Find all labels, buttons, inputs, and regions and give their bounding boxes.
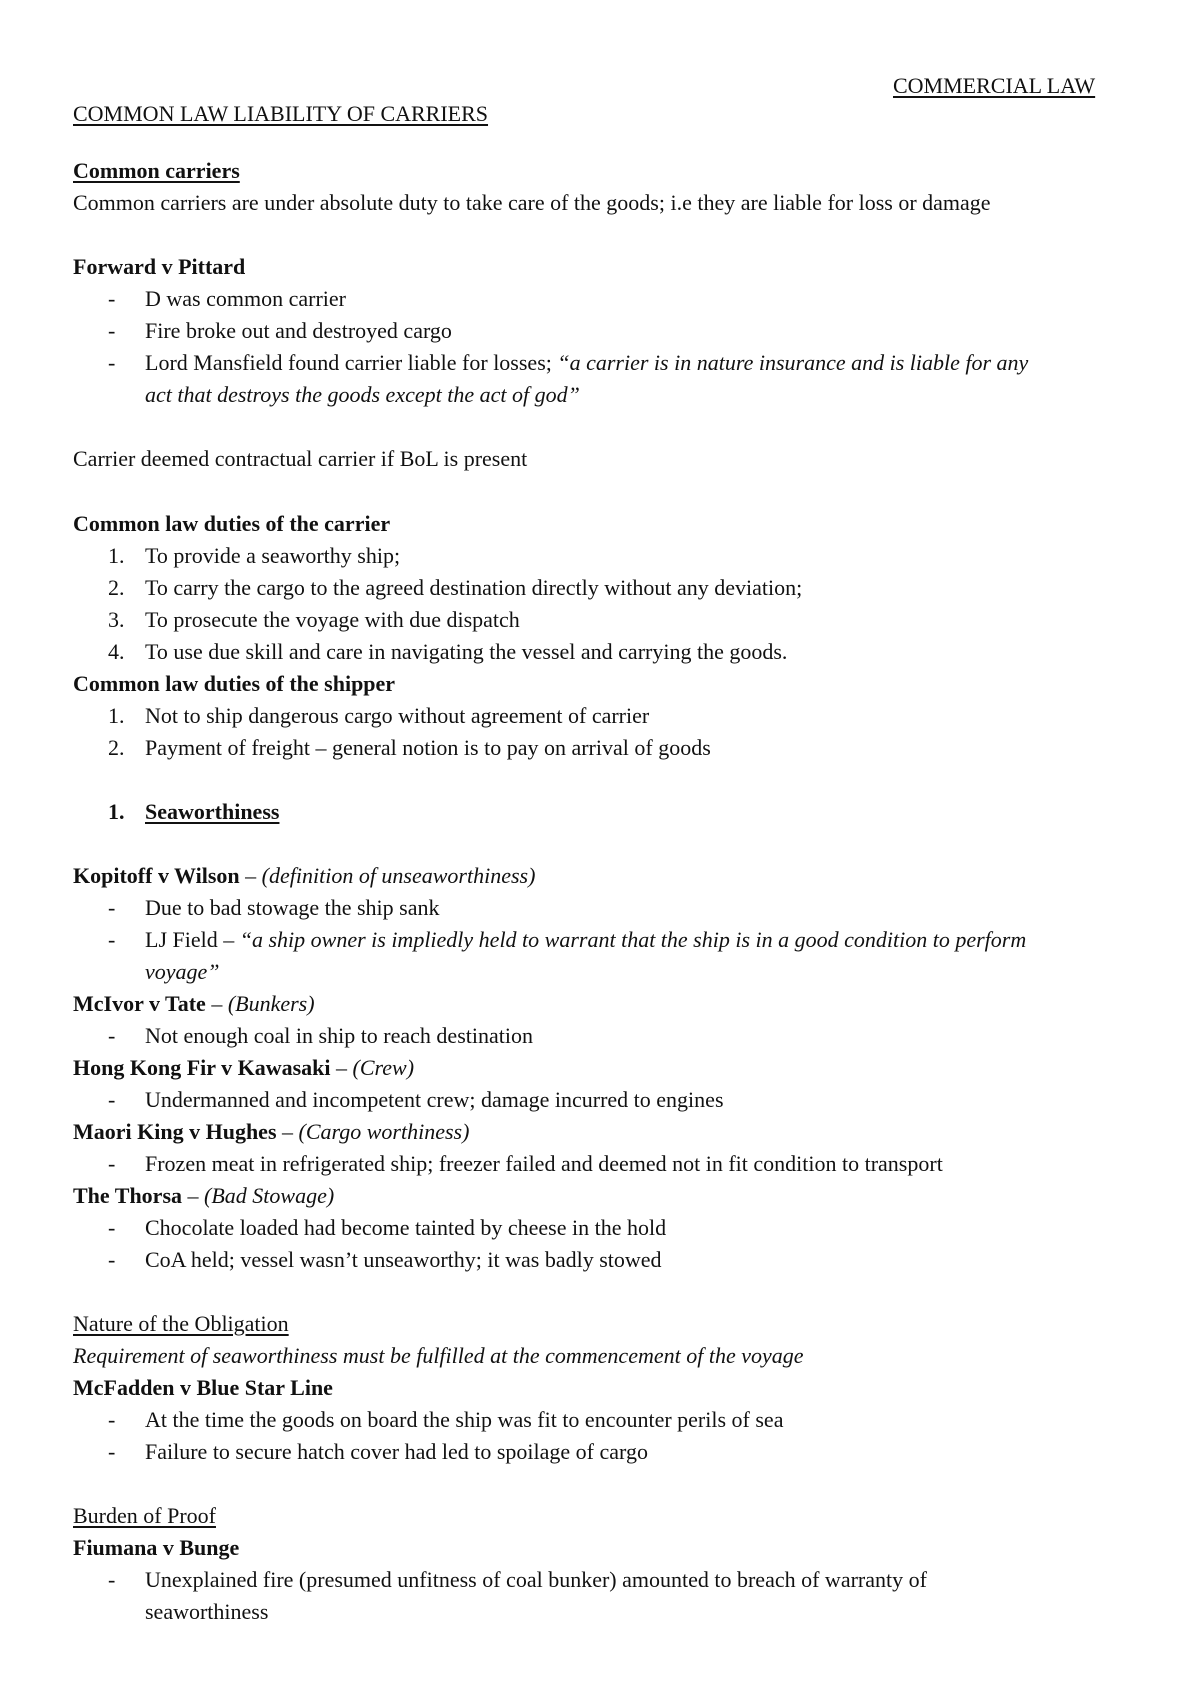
separator: – bbox=[205, 991, 228, 1016]
case-note: (Cargo worthiness) bbox=[298, 1119, 470, 1144]
list-item-continued: seaworthiness bbox=[145, 1599, 269, 1624]
bullet-dash: - bbox=[108, 318, 116, 343]
list-item: Payment of freight – general notion is to pay on arrival of goods bbox=[145, 735, 711, 760]
list-item: Due to bad stowage the ship sank bbox=[145, 895, 440, 920]
separator: – bbox=[239, 863, 262, 888]
case-heading-hongkong bbox=[73, 1054, 414, 1082]
list-item: Not to ship dangerous cargo without agreement of carrier bbox=[145, 703, 650, 728]
quote-continued: act that destroys the goods except the act of god” bbox=[145, 382, 580, 407]
case-note: (Crew) bbox=[352, 1055, 415, 1080]
paragraph: Common carriers are under absolute duty to take care of the goods; i.e they are liable for loss or damage bbox=[73, 190, 991, 215]
case-name: McIvor v Tate bbox=[73, 991, 206, 1016]
section-number: 1. bbox=[108, 799, 125, 824]
case-heading-mcfadden: McFadden v Blue Star Line bbox=[73, 1375, 333, 1400]
bullet-dash: - bbox=[108, 1151, 116, 1176]
separator: – bbox=[330, 1055, 353, 1080]
bullet-dash: - bbox=[108, 1247, 116, 1272]
list-item: To use due skill and care in navigating the vessel and carrying the goods. bbox=[145, 639, 788, 664]
bullet-dash: - bbox=[108, 927, 116, 952]
section-heading-seaworthiness: Seaworthiness bbox=[145, 799, 280, 824]
rule-statement: Requirement of seaworthiness must be fulfilled at the commencement of the voyage bbox=[73, 1343, 804, 1368]
case-heading-fiumana: Fiumana v Bunge bbox=[73, 1535, 240, 1560]
bullet-dash: - bbox=[108, 350, 116, 375]
list-item: Not enough coal in ship to reach destination bbox=[145, 1023, 533, 1048]
bullet-dash: - bbox=[108, 895, 116, 920]
section-heading-shipper-duties: Common law duties of the shipper bbox=[73, 671, 396, 696]
case-name: Hong Kong Fir v Kawasaki bbox=[73, 1055, 331, 1080]
list-number: 1. bbox=[108, 543, 125, 568]
list-item: To carry the cargo to the agreed destination directly without any deviation; bbox=[145, 575, 803, 600]
list-item: CoA held; vessel wasn’t unseaworthy; it was badly stowed bbox=[145, 1247, 662, 1272]
case-note: (Bad Stowage) bbox=[204, 1183, 335, 1208]
paragraph: Carrier deemed contractual carrier if BoL is present bbox=[73, 446, 528, 471]
separator: – bbox=[182, 1183, 205, 1208]
bullet-dash: - bbox=[108, 1439, 116, 1464]
case-name: The Thorsa bbox=[73, 1183, 183, 1208]
case-heading-kopitoff bbox=[73, 862, 535, 890]
list-item: Failure to secure hatch cover had led to spoilage of cargo bbox=[145, 1439, 648, 1464]
section-heading-common-carriers: Common carriers bbox=[73, 158, 240, 183]
list-item: D was common carrier bbox=[145, 286, 346, 311]
subheading-nature-of-obligation: Nature of the Obligation bbox=[73, 1311, 289, 1336]
list-item bbox=[145, 926, 1026, 954]
list-item: At the time the goods on board the ship was fit to encounter perils of sea bbox=[145, 1407, 784, 1432]
item-text: Lord Mansfield found carrier liable for losses; bbox=[145, 350, 558, 375]
case-heading-thorsa bbox=[73, 1182, 334, 1210]
list-item: To provide a seaworthy ship; bbox=[145, 543, 401, 568]
case-name: Kopitoff v Wilson bbox=[73, 863, 240, 888]
list-item: Frozen meat in refrigerated ship; freezer failed and deemed not in fit condition to transport bbox=[145, 1151, 943, 1176]
list-item: To prosecute the voyage with due dispatch bbox=[145, 607, 520, 632]
list-item: Unexplained fire (presumed unfitness of coal bunker) amounted to breach of warranty of bbox=[145, 1567, 927, 1592]
case-heading-forward: Forward v Pittard bbox=[73, 254, 246, 279]
case-note: (definition of unseaworthiness) bbox=[261, 863, 536, 888]
list-item bbox=[145, 349, 1028, 377]
bullet-dash: - bbox=[108, 1567, 116, 1592]
bullet-dash: - bbox=[108, 286, 116, 311]
list-number: 4. bbox=[108, 639, 125, 664]
list-item: Chocolate loaded had become tainted by cheese in the hold bbox=[145, 1215, 667, 1240]
bullet-dash: - bbox=[108, 1023, 116, 1048]
separator: – bbox=[276, 1119, 299, 1144]
list-number: 3. bbox=[108, 607, 125, 632]
bullet-dash: - bbox=[108, 1215, 116, 1240]
list-number: 2. bbox=[108, 735, 125, 760]
quote-continued: voyage” bbox=[145, 959, 220, 984]
case-name: Maori King v Hughes bbox=[73, 1119, 277, 1144]
subheading-burden-of-proof: Burden of Proof bbox=[73, 1503, 216, 1528]
bullet-dash: - bbox=[108, 1087, 116, 1112]
quote: “a carrier is in nature insurance and is liable for any bbox=[557, 350, 1029, 375]
section-heading-carrier-duties: Common law duties of the carrier bbox=[73, 511, 391, 536]
list-item: Fire broke out and destroyed cargo bbox=[145, 318, 452, 343]
case-heading-mcivor bbox=[73, 990, 315, 1018]
case-heading-maori bbox=[73, 1118, 469, 1146]
course-title: COMMERCIAL LAW bbox=[893, 73, 1096, 98]
list-number: 1. bbox=[108, 703, 125, 728]
case-note: (Bunkers) bbox=[227, 991, 315, 1016]
list-number: 2. bbox=[108, 575, 125, 600]
bullet-dash: - bbox=[108, 1407, 116, 1432]
page-title: COMMON LAW LIABILITY OF CARRIERS bbox=[73, 101, 489, 126]
list-item: Undermanned and incompetent crew; damage incurred to engines bbox=[145, 1087, 724, 1112]
quote: “a ship owner is impliedly held to warrant that the ship is in a good condition to perform bbox=[239, 927, 1027, 952]
item-text: LJ Field – bbox=[145, 927, 240, 952]
